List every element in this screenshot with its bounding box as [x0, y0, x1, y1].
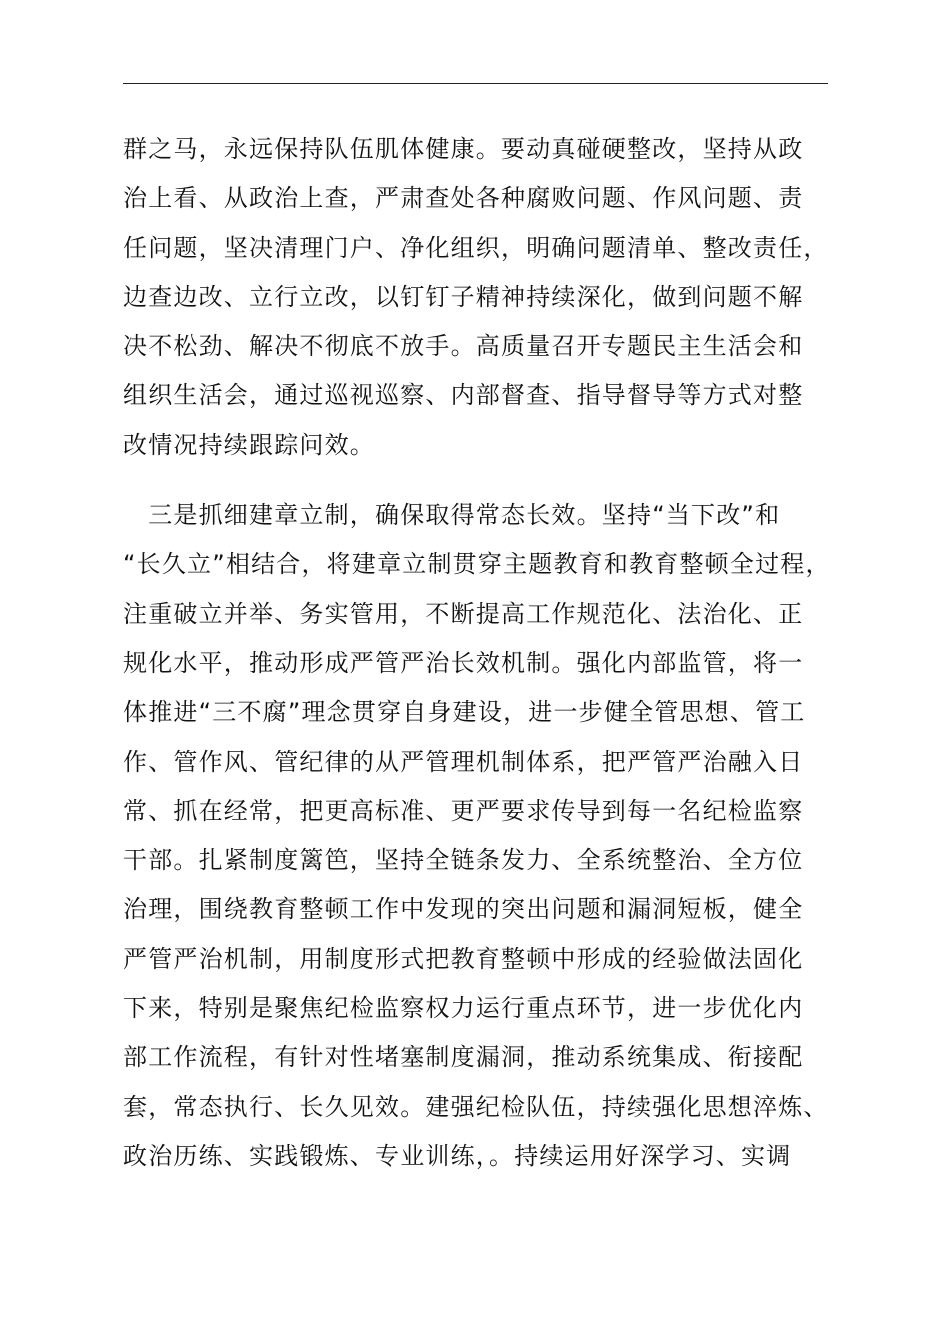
text-line: 注重破立并举、务实管用，不断提高工作规范化、法治化、正	[123, 599, 804, 628]
text-line: 组织生活会，通过巡视巡察、内部督查、指导督导等方式对整	[123, 381, 804, 410]
text-line: 下来，特别是聚焦纪检监察权力运行重点环节，进一步优化内	[123, 994, 804, 1023]
text-line: 任问题，坚决清理门户、净化组织，明确问题清单、整改责任，	[123, 233, 829, 262]
paragraph	[123, 491, 858, 1181]
header-rule	[123, 83, 828, 84]
text-line: 边查边改、立行立改，以钉钉子精神持续深化，做到问题不解	[123, 282, 804, 311]
text-line: 部工作流程，有针对性堵塞制度漏洞，推动系统集成、衔接配	[123, 1043, 804, 1072]
text-line: 决不松劲、解决不彻底不放手。高质量召开专题民主生活会和	[123, 332, 804, 361]
text-line: 改情况持续跟踪问效。	[123, 430, 375, 459]
text-line: 体推进“三不腐”理念贯穿自身建设，进一步健全管思想、管工	[123, 698, 806, 727]
text-line: 群之马，永远保持队伍肌体健康。要动真碰硬整改，坚持从政	[123, 135, 804, 163]
text-line: 规化水平，推动形成严管严治长效机制。强化内部监管，将一	[123, 648, 804, 677]
text-line: 治上看、从政治上查，严肃查处各种腐败问题、作风问题、责	[123, 184, 804, 213]
text-line: “长久立”相结合，将建章立制贯穿主题教育和教育整顿全过程，	[123, 550, 831, 579]
text-line: 治理，围绕教育整顿工作中发现的突出问题和漏洞短板，健全	[123, 895, 804, 924]
text-line: 三是抓细建章立制，确保取得常态长效。坚持“当下改”和	[123, 501, 781, 530]
text-line: 常、抓在经常，把更高标准、更严要求传导到每一名纪检监察	[123, 796, 804, 825]
text-line: 套，常态执行、长久见效。建强纪检队伍，持续强化思想淬炼、	[123, 1092, 829, 1121]
text-line: 政治历练、实践锻炼、专业训练，。持续运用好深学习、实调	[123, 1141, 792, 1170]
text-line: 严管严治机制，用制度形式把教育整顿中形成的经验做法固化	[123, 944, 804, 973]
text-line: 干部。扎紧制度篱笆，坚持全链条发力、全系统整治、全方位	[123, 846, 804, 875]
text-line: 作、管作风、管纪律的从严管理机制体系，把严管严治融入日	[123, 747, 804, 776]
document-body	[123, 125, 858, 1181]
paragraph	[123, 125, 858, 470]
paragraph-gap	[123, 470, 858, 491]
